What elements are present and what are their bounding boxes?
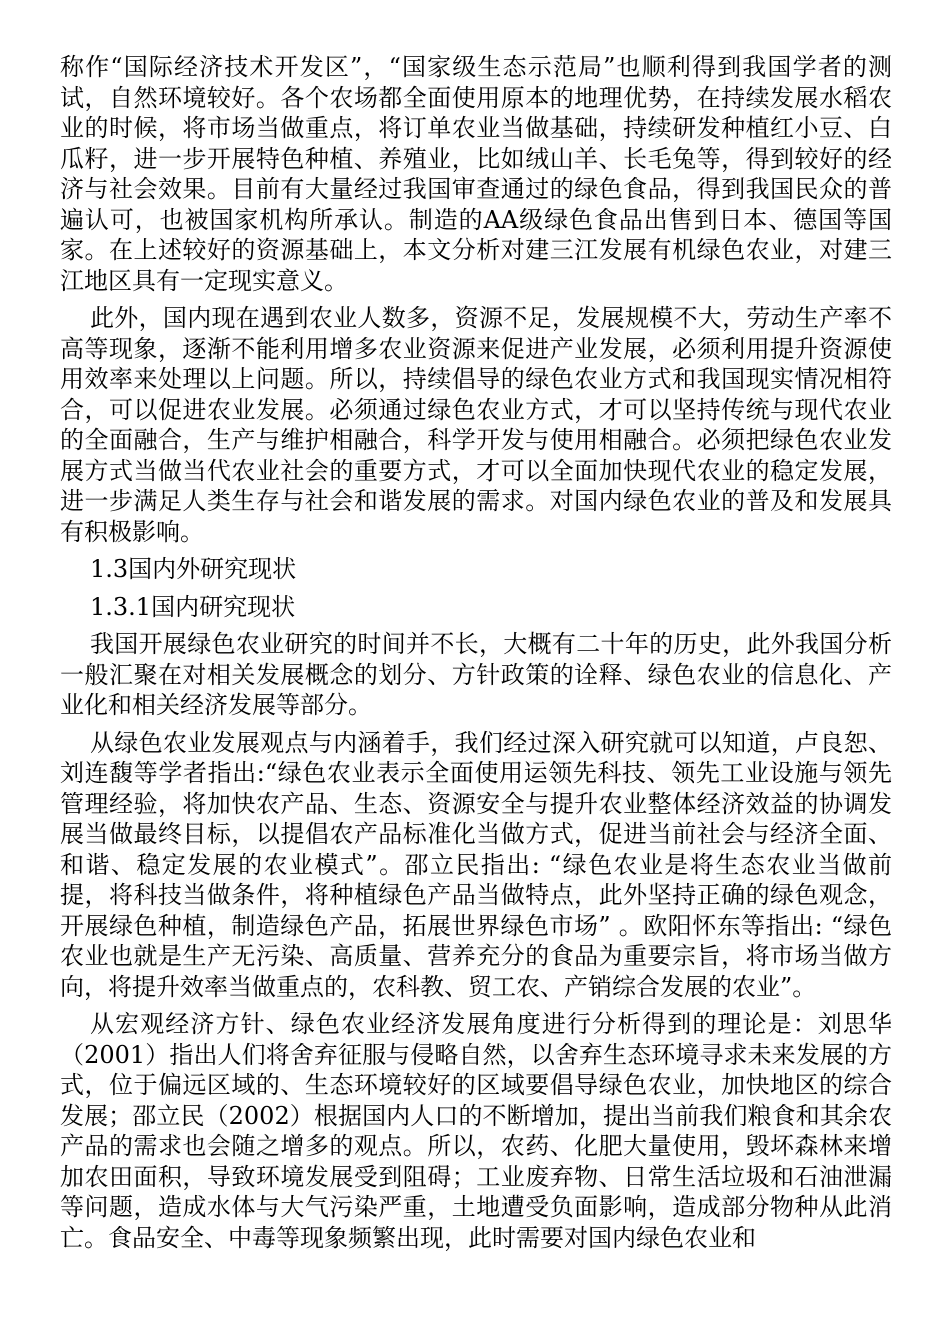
paragraph-green-agriculture-definitions: 从绿色农业发展观点与内涵着手，我们经过深入研究就可以知道，卢良恕、刘连馥等学者指出:“绿色农业表示全面使用运领先科技、领先工业设施与领先管理经验，将加快农产品、生态、资源安全与提升农业整体经济效益的协调发展当做最终目标，以提倡农产品标准化当做方式，促进当前社会与经济全面、和谐、稳定发展的农业模式”。邵立民指出: “绿色农业是将生态农业当做前提，将科技当做条件，将种植绿色产品当做特点，此外坚持正确的绿色观念，开展绿色种植，制造绿色产品，拓展世界绿色市场” 。欧阳怀东等指出: “绿色农业也就是生产无污染、高质量、营养充分的食品为重要宗旨，将市场当做方向，将提升效率当做重点的，农科教、贸工农、产销综合发展的农业”。	[60, 728, 892, 1001]
paragraph-macroeconomic-perspective: 从宏观经济方针、绿色农业经济发展角度进行分析得到的理论是：刘思华（2001）指出人们将舍弃征服与侵略自然，以舍弃生态环境寻求未来发展的方式，位于偏远区域的、生态环境较好的区域要倡导绿色农业，加快地区的综合发展；邵立民（2002）根据国内人口的不断增加，提出当前我们粮食和其余农产品的需求也会随之增多的观点。所以，农药、化肥大量使用，毁坏森林来增加农田面积，导致环境发展受到阻碍；工业废弃物、日常生活垃圾和石油泄漏等问题，造成水体与大气污染严重，土地遭受负面影响，造成部分物种从此消亡。食品安全、中毒等现象频繁出现，此时需要对国内绿色农业和	[60, 1010, 892, 1252]
section-heading-1-3: 1.3国内外研究现状	[90, 555, 297, 583]
paragraph-domestic-situation: 此外，国内现在遇到农业人数多，资源不足，发展规模不大，劳动生产率不高等现象，逐渐不能利用增多农业资源来促进产业发展，必须利用提升资源使用效率来处理以上问题。所以，持续倡导的绿色农业方式和我国现实情况相符合，可以促进农业发展。必须通过绿色农业方式，才可以坚持传统与现代农业的全面融合，生产与维护相融合，科学开发与使用相融合。必须把绿色农业发展方式当做当代农业社会的重要方式，才可以全面加快现代农业的稳定发展，进一步满足人类生存与社会和谐发展的需求。对国内绿色农业的普及和发展具有积极影响。	[60, 304, 892, 546]
paragraph-resource-background: 称作“国际经济技术开发区”，“国家级生态示范局”也顺利得到我国学者的测试，自然环境较好。各个农场都全面使用原本的地理优势，在持续发展水稻农业的时候，将市场当做重点，将订单农业当做基础，持续研发种植红小豆、白瓜籽，进一步开展特色种植、养殖业，比如绒山羊、长毛兔等，得到较好的经济与社会效果。目前有大量经过我国审查通过的绿色食品，得到我国民众的普遍认可，也被国家机构所承认。制造的AA级绿色食品出售到日本、德国等国家。在上述较好的资源基础上，本文分析对建三江发展有机绿色农业，对建三江地区具有一定现实意义。	[60, 53, 892, 295]
document-page	[60, 52, 892, 1260]
paragraph-research-history: 我国开展绿色农业研究的时间并不长，大概有二十年的历史，此外我国分析一般汇聚在对相关发展概念的划分、方针政策的诠释、绿色农业的信息化、产业化和相关经济发展等部分。	[60, 630, 892, 719]
section-heading-1-3-1: 1.3.1国内研究现状	[90, 592, 296, 621]
